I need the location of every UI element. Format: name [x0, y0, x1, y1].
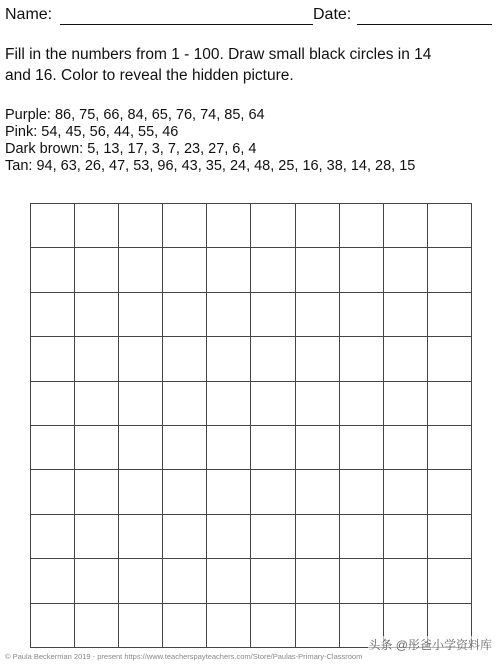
grid-cell[interactable]	[75, 292, 119, 336]
grid-cell[interactable]	[339, 514, 383, 558]
color-numbers: 86, 75, 66, 84, 65, 76, 74, 85, 64	[54, 107, 265, 123]
grid-cell[interactable]	[75, 603, 119, 647]
grid-cell[interactable]	[207, 514, 251, 558]
color-label: Purple:	[5, 107, 51, 123]
grid-cell[interactable]	[207, 381, 251, 425]
hundreds-grid	[30, 203, 472, 648]
grid-cell[interactable]	[427, 292, 471, 336]
grid-cell[interactable]	[163, 292, 207, 336]
grid-cell[interactable]	[295, 425, 339, 469]
grid-cell[interactable]	[31, 514, 75, 558]
grid-cell[interactable]	[295, 470, 339, 514]
grid-cell[interactable]	[339, 470, 383, 514]
grid-cell[interactable]	[295, 204, 339, 248]
grid-cell[interactable]	[339, 337, 383, 381]
grid-row	[31, 204, 472, 248]
grid-cell[interactable]	[251, 292, 295, 336]
grid-cell[interactable]	[295, 248, 339, 292]
grid-cell[interactable]	[75, 248, 119, 292]
date-label: Date:	[313, 6, 352, 23]
grid-cell[interactable]	[207, 292, 251, 336]
grid-cell[interactable]	[251, 470, 295, 514]
grid-cell[interactable]	[295, 292, 339, 336]
grid-cell[interactable]	[295, 514, 339, 558]
color-label: Tan:	[5, 158, 33, 174]
color-key-pink	[5, 124, 497, 141]
color-key-dark-brown	[5, 141, 497, 158]
grid-cell[interactable]	[383, 514, 427, 558]
grid-cell[interactable]	[295, 381, 339, 425]
grid-cell[interactable]	[251, 381, 295, 425]
instruction-line-2: and 16. Color to reveal the hidden picture.	[5, 67, 294, 84]
grid-cell[interactable]	[75, 559, 119, 603]
instructions	[5, 44, 493, 86]
grid-cell[interactable]	[119, 559, 163, 603]
grid-cell[interactable]	[427, 381, 471, 425]
grid-cell[interactable]	[251, 425, 295, 469]
grid-cell[interactable]	[427, 248, 471, 292]
grid-cell[interactable]	[251, 514, 295, 558]
grid-cell[interactable]	[295, 337, 339, 381]
name-label: Name:	[5, 6, 53, 23]
grid-cell[interactable]	[75, 470, 119, 514]
grid-cell[interactable]	[383, 292, 427, 336]
grid-cell[interactable]	[251, 603, 295, 647]
grid-cell[interactable]	[207, 559, 251, 603]
grid-cell[interactable]	[207, 470, 251, 514]
grid-cell[interactable]	[119, 248, 163, 292]
grid-cell[interactable]	[427, 425, 471, 469]
grid-row	[31, 337, 472, 381]
color-label: Pink:	[5, 124, 38, 140]
grid-cell[interactable]	[339, 248, 383, 292]
grid-cell[interactable]	[119, 603, 163, 647]
grid-cell[interactable]	[119, 425, 163, 469]
grid-cell[interactable]	[119, 470, 163, 514]
watermark: 头条 @彤爸小学资料库	[368, 638, 492, 652]
grid-cell[interactable]	[295, 603, 339, 647]
grid-cell[interactable]	[383, 425, 427, 469]
color-numbers: 54, 45, 56, 44, 55, 46	[41, 124, 179, 140]
grid-cell[interactable]	[163, 425, 207, 469]
grid-cell[interactable]	[119, 381, 163, 425]
grid-cell[interactable]	[163, 337, 207, 381]
grid-cell[interactable]	[119, 292, 163, 336]
grid-cell[interactable]	[339, 425, 383, 469]
copyright-footer: © Paula Beckerman 2019 - present https://www.teacherspayteachers.com/Store/Paulas-Primary-Classroom	[5, 652, 363, 661]
grid-cell[interactable]	[163, 514, 207, 558]
grid-cell[interactable]	[383, 204, 427, 248]
grid-cell[interactable]	[251, 204, 295, 248]
grid-cell[interactable]	[163, 603, 207, 647]
grid-cell[interactable]	[383, 248, 427, 292]
grid-row	[31, 248, 472, 292]
grid-cell[interactable]	[383, 559, 427, 603]
grid-cell[interactable]	[31, 204, 75, 248]
grid-row	[31, 514, 472, 558]
grid-cell[interactable]	[163, 248, 207, 292]
grid-cell[interactable]	[119, 337, 163, 381]
grid-cell[interactable]	[339, 381, 383, 425]
grid-cell[interactable]	[75, 514, 119, 558]
grid-row	[31, 470, 472, 514]
grid-row	[31, 559, 472, 603]
grid-cell[interactable]	[163, 559, 207, 603]
grid-cell[interactable]	[339, 559, 383, 603]
grid-row	[31, 381, 472, 425]
grid-cell[interactable]	[207, 204, 251, 248]
grid-cell[interactable]	[251, 248, 295, 292]
grid-cell[interactable]	[383, 381, 427, 425]
color-key	[5, 107, 497, 175]
grid-cell[interactable]	[75, 204, 119, 248]
grid-cell[interactable]	[383, 470, 427, 514]
grid-cell[interactable]	[75, 337, 119, 381]
grid-cell[interactable]	[427, 559, 471, 603]
grid-cell[interactable]	[207, 603, 251, 647]
grid-cell[interactable]	[427, 337, 471, 381]
grid-cell[interactable]	[339, 292, 383, 336]
grid-cell[interactable]	[163, 204, 207, 248]
instruction-line-1: Fill in the numbers from 1 - 100. Draw small black circles in 14	[5, 46, 432, 63]
color-numbers: 5, 13, 17, 3, 7, 23, 27, 6, 4	[87, 141, 257, 157]
grid-cell[interactable]	[75, 381, 119, 425]
grid-cell[interactable]	[427, 204, 471, 248]
header-row	[5, 5, 493, 27]
grid-cell[interactable]	[119, 514, 163, 558]
grid-cell[interactable]	[31, 559, 75, 603]
date-line[interactable]	[357, 24, 492, 25]
color-numbers: 94, 63, 26, 47, 53, 96, 43, 35, 24, 48, 25, 16, 38, 14, 28, 15	[36, 158, 416, 174]
grid-cell[interactable]	[31, 337, 75, 381]
grid-cell[interactable]	[207, 337, 251, 381]
name-line[interactable]	[60, 24, 313, 25]
color-key-tan	[5, 158, 497, 175]
grid-cell[interactable]	[251, 337, 295, 381]
color-key-purple	[5, 107, 497, 124]
grid-cell[interactable]	[427, 470, 471, 514]
grid-cell[interactable]	[119, 204, 163, 248]
grid-cell[interactable]	[251, 559, 295, 603]
grid-cell[interactable]	[295, 559, 339, 603]
grid-cell[interactable]	[207, 248, 251, 292]
grid-cell[interactable]	[383, 337, 427, 381]
grid-cell[interactable]	[163, 381, 207, 425]
grid-row	[31, 292, 472, 336]
grid-cell[interactable]	[75, 425, 119, 469]
grid-row	[31, 425, 472, 469]
grid-cell[interactable]	[31, 470, 75, 514]
grid-cell[interactable]	[427, 514, 471, 558]
grid-cell[interactable]	[31, 292, 75, 336]
color-label: Dark brown:	[5, 141, 84, 157]
grid-cell[interactable]	[163, 470, 207, 514]
grid-cell[interactable]	[31, 381, 75, 425]
grid-cell[interactable]	[31, 425, 75, 469]
grid-cell[interactable]	[31, 248, 75, 292]
grid-cell[interactable]	[207, 425, 251, 469]
grid-cell[interactable]	[339, 204, 383, 248]
grid-cell[interactable]	[31, 603, 75, 647]
